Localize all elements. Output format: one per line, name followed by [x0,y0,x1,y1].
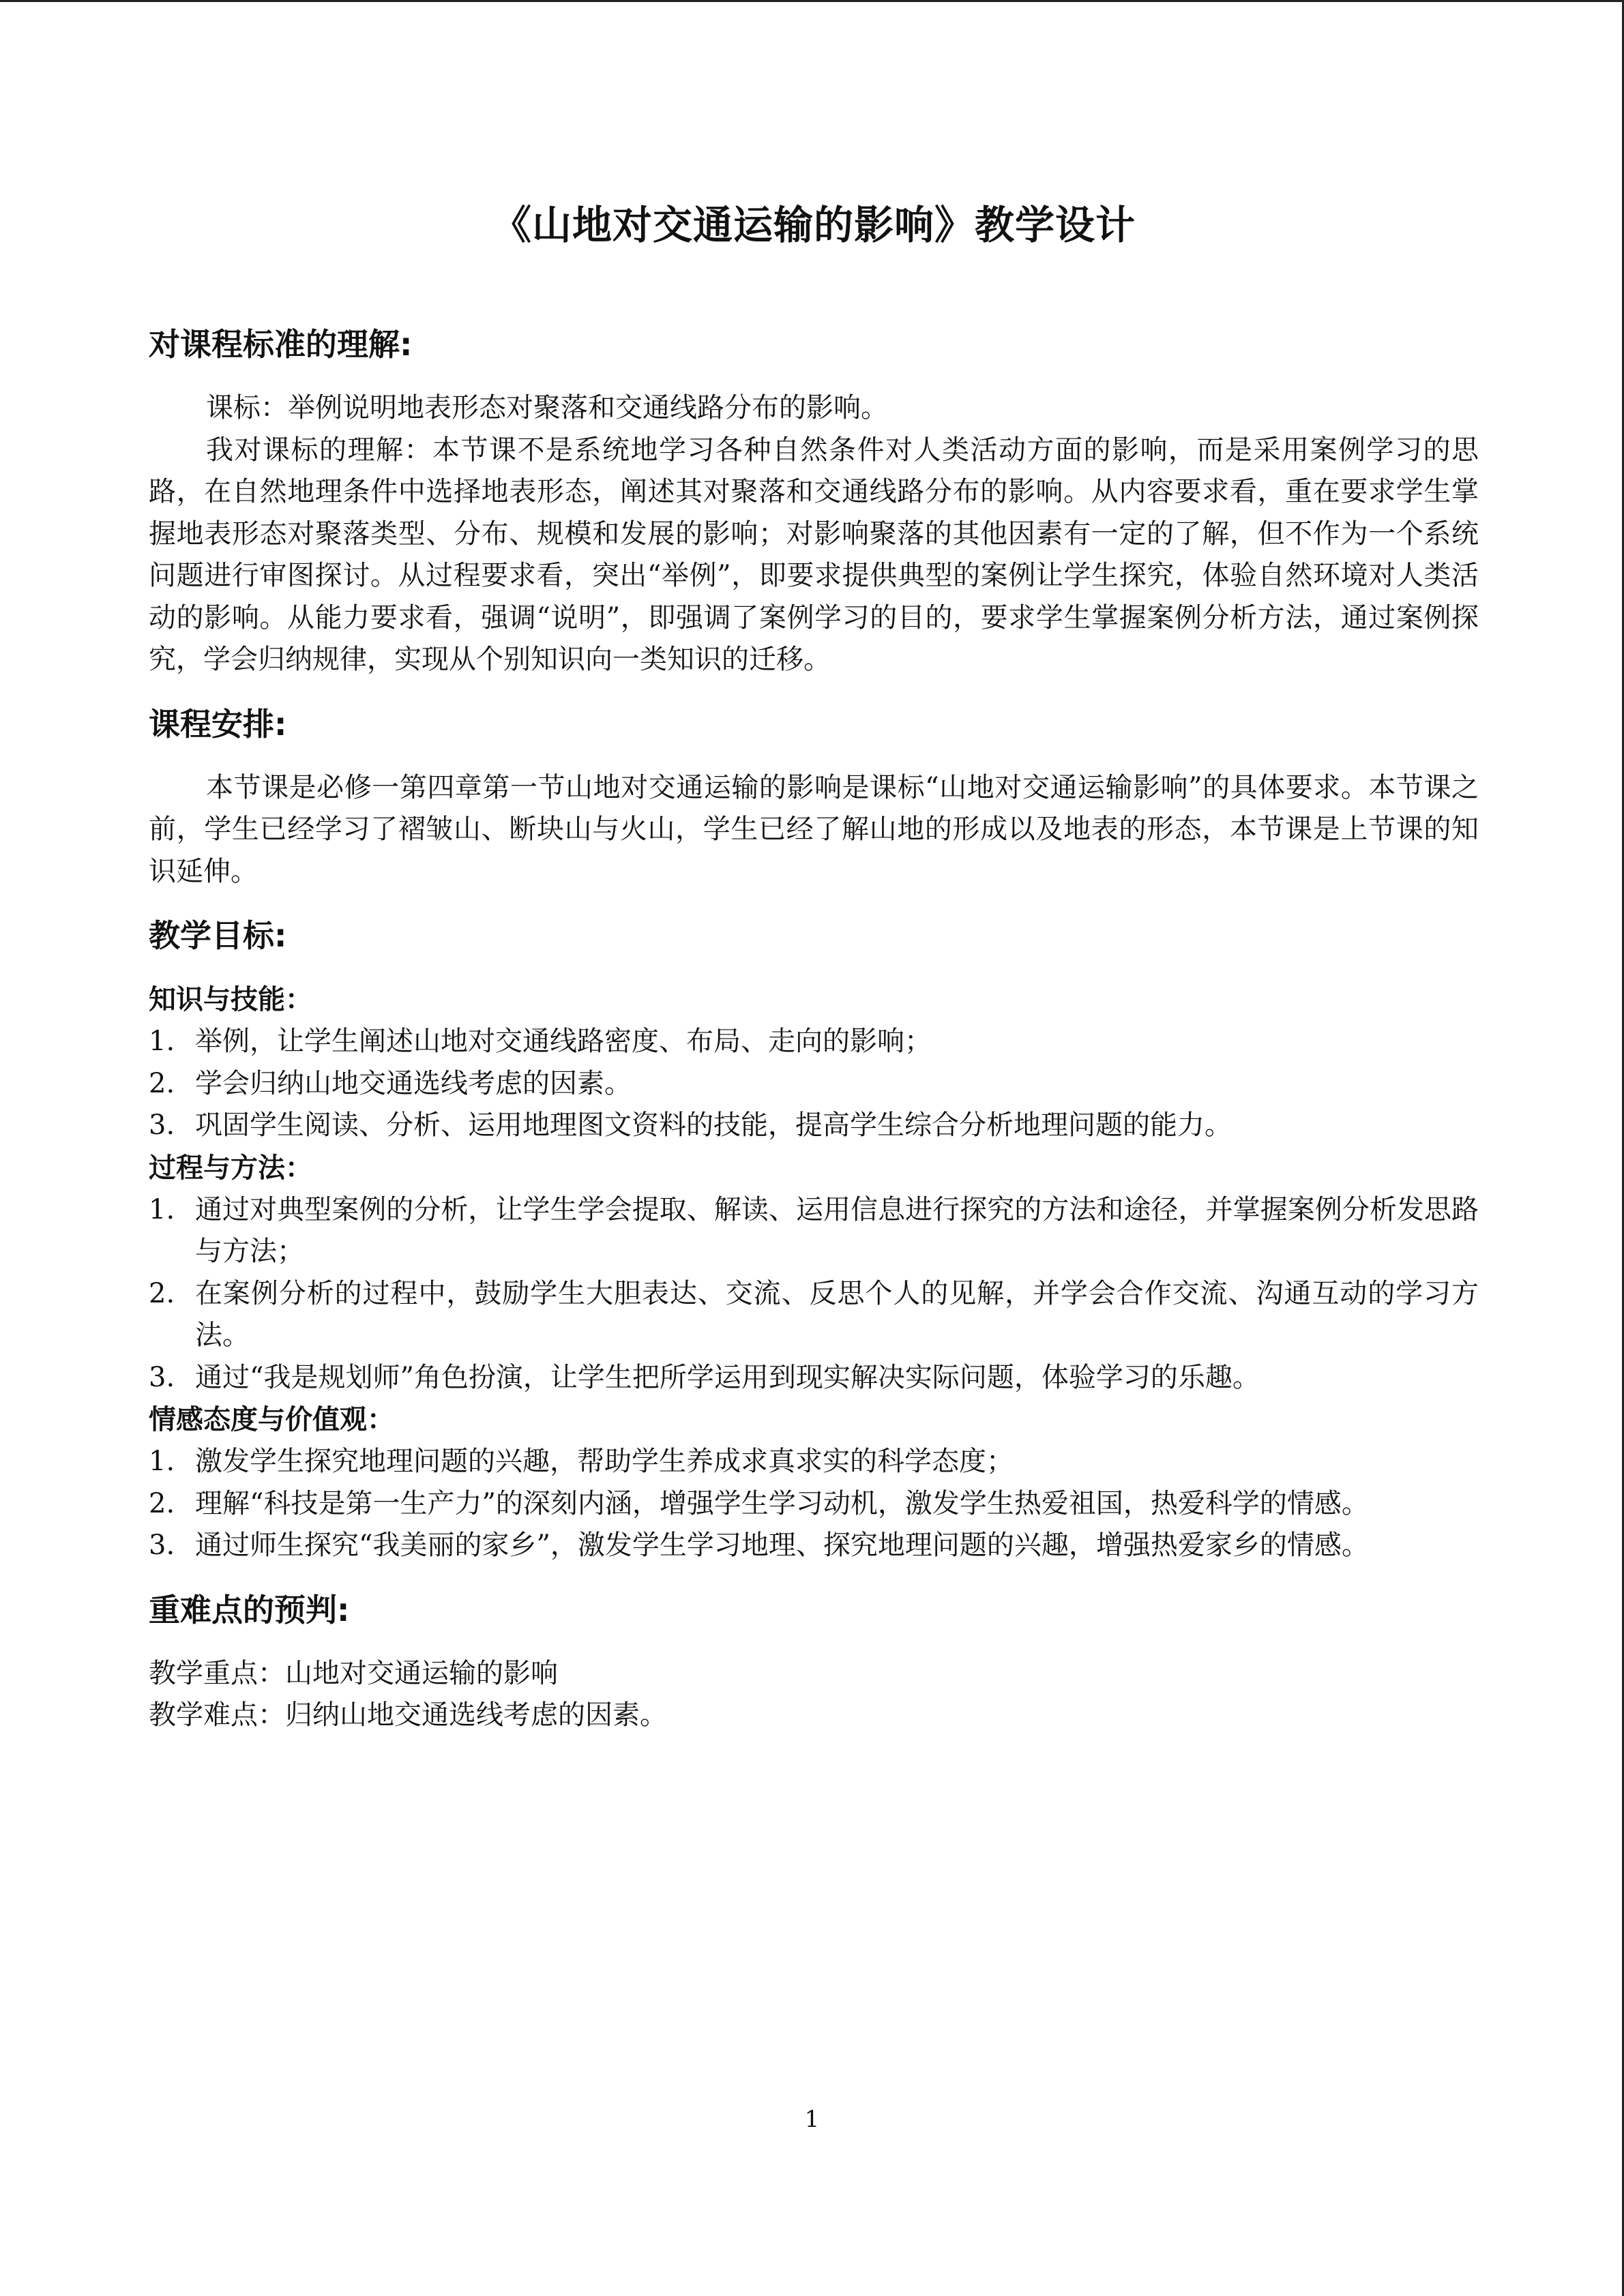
list-item-number: 3. [149,1109,175,1141]
list-item-text: 学会归纳山地交通选线考虑的因素。 [195,1067,632,1099]
section-heading-objectives: 教学目标: [149,917,287,954]
list-item-number: 1. [149,1026,175,1057]
section-heading-arrangement: 课程安排: [149,705,287,743]
list-item [149,1357,1479,1399]
process-list [149,1189,1479,1399]
list-item [149,1441,1479,1483]
list-item [149,1273,1479,1357]
document-title: 《山地对交通运输的影响》教学设计 [491,202,1136,248]
list-item [149,1189,1479,1273]
page-number: 1 [804,2106,820,2133]
list-item-number: 3. [149,1361,175,1393]
teaching-difficulty: 教学难点：归纳山地交通选线考虑的因素。 [149,1699,667,1731]
list-item [149,1063,1479,1105]
list-item [149,1021,1479,1063]
subheading-process: 过程与方法： [149,1152,312,1184]
list-item [149,1483,1479,1525]
section-key-points [149,1586,1479,1737]
teaching-focus: 教学重点：山地对交通运输的影响 [149,1657,558,1689]
list-item-number: 2. [149,1067,175,1099]
page-border-top [0,0,1624,2]
list-item [149,1105,1479,1147]
list-item-text: 在案例分析的过程中，鼓励学生大胆表达、交流、反思个人的见解，并学会合作交流、沟通互动的学习方法。 [195,1277,1479,1351]
list-item-number: 2. [149,1487,175,1519]
standard-paragraph-2: 我对课标的理解：本节课不是系统地学习各种自然条件对人类活动方面的影响，而是采用案例学习的思路，在自然地理条件中选择地表形态，阐述其对聚落和交通线路分布的影响。从内容要求看，重在要求学生掌握地表形态对聚落类型、分布、规模和发展的影响；对影响聚落的其他因素有一定的了解，但不作为一个系统问题进行审图探讨。从过程要求看，突出“举例”，即要求提供典型的案例让学生探究，体验自然环境对人类活动的影响。从能力要求看，强调“说明”，即强调了案例学习的目的，要求学生掌握案例分析方法，通过案例探究，学会归纳规律，实现从个别知识向一类知识的迁移。 [149,434,1479,675]
section-standard [149,320,1479,681]
list-item-text: 巩固学生阅读、分析、运用地理图文资料的技能，提高学生综合分析地理问题的能力。 [195,1109,1232,1141]
section-heading-key-points: 重难点的预判: [149,1591,350,1628]
list-item [149,1525,1479,1567]
section-heading-standard: 对课程标准的理解: [149,326,413,363]
list-item-number: 1. [149,1193,175,1225]
document-body [149,198,1479,1737]
knowledge-list [149,1021,1479,1147]
subheading-knowledge: 知识与技能： [149,984,312,1015]
arrangement-paragraph: 本节课是必修一第四章第一节山地对交通运输的影响是课标“山地对交通运输影响”的具体要求。本节课之前，学生已经学习了褶皱山、断块山与火山，学生已经了解山地的形成以及地表的形态，本节课是上节课的知识延伸。 [149,771,1479,887]
list-item-text: 激发学生探究地理问题的兴趣，帮助学生养成求真求实的科学态度； [195,1446,1014,1477]
list-item-text: 举例，让学生阐述山地对交通线路密度、布局、走向的影响； [195,1026,932,1057]
list-item-text: 通过对典型案例的分析，让学生学会提取、解读、运用信息进行探究的方法和途径，并掌握案例分析发思路与方法； [195,1193,1479,1267]
section-arrangement [149,700,1479,893]
section-objectives [149,912,1479,1567]
attitude-list [149,1441,1479,1567]
list-item-number: 2. [149,1277,175,1309]
subheading-attitude: 情感态度与价值观： [149,1404,394,1435]
standard-paragraph-1: 课标：举例说明地表形态对聚落和交通线路分布的影响。 [206,392,888,423]
list-item-number: 1. [149,1446,175,1477]
list-item-text: 理解“科技是第一生产力”的深刻内涵，增强学生学习动机，激发学生热爱祖国，热爱科学的情感。 [195,1487,1369,1519]
list-item-text: 通过“我是规划师”角色扮演，让学生把所学运用到现实解决实际问题，体验学习的乐趣。 [195,1361,1260,1393]
list-item-number: 3. [149,1530,175,1561]
list-item-text: 通过师生探究“我美丽的家乡”，激发学生学习地理、探究地理问题的兴趣，增强热爱家乡的情感。 [195,1530,1369,1561]
